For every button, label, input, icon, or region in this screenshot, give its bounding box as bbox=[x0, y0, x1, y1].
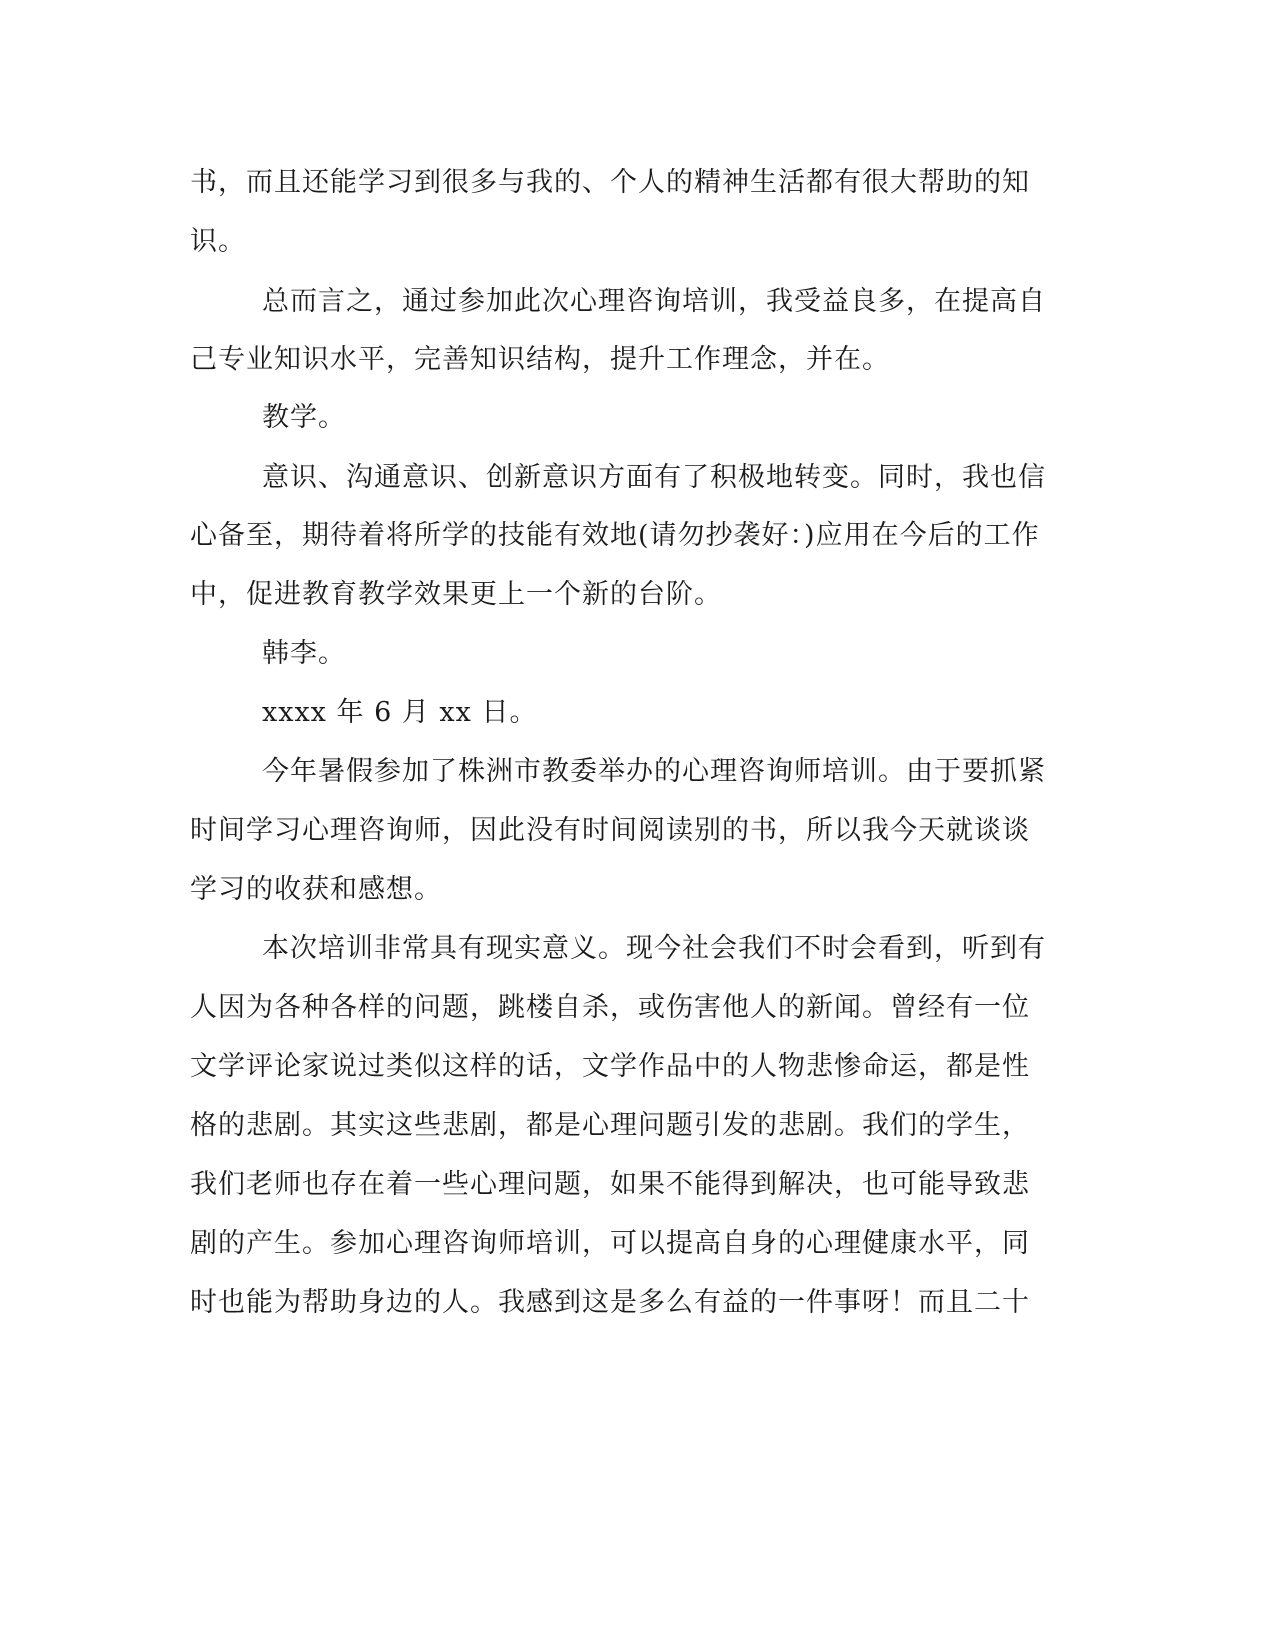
paragraph-line: 文学评论家说过类似这样的话，文学作品中的人物悲惨命运，都是性 bbox=[190, 1051, 1030, 1082]
paragraph-line: 书，而且还能学习到很多与我的、个人的精神生活都有很大帮助的知 bbox=[190, 167, 1030, 198]
paragraph-line: 识。 bbox=[190, 226, 246, 257]
paragraph-line: 教学。 bbox=[262, 402, 346, 433]
paragraph-line: 时间学习心理咨询师，因此没有时间阅读别的书，所以我今天就谈谈 bbox=[190, 815, 1030, 846]
paragraph-line: 时也能为帮助身边的人。我感到这是多么有益的一件事呀！而且二十 bbox=[190, 1287, 1030, 1318]
paragraph-line: 中，促进教育教学效果更上一个新的台阶。 bbox=[190, 579, 722, 610]
paragraph-line: 总而言之，通过参加此次心理咨询培训，我受益良多，在提高自 bbox=[262, 286, 1046, 317]
paragraph-line: 格的悲剧。其实这些悲剧，都是心理问题引发的悲剧。我们的学生， bbox=[190, 1110, 1030, 1141]
paragraph-line: 心备至，期待着将所学的技能有效地(请勿抄袭好：)应用在今后的工作 bbox=[190, 520, 1040, 551]
paragraph-line: 今年暑假参加了株洲市教委举办的心理咨询师培训。由于要抓紧 bbox=[262, 756, 1046, 787]
paragraph-line: 剧的产生。参加心理咨询师培训，可以提高自身的心理健康水平，同 bbox=[190, 1228, 1030, 1259]
paragraph-line: 本次培训非常具有现实意义。现今社会我们不时会看到，听到有 bbox=[262, 933, 1046, 964]
signature-name: 韩李。 bbox=[262, 638, 346, 669]
paragraph-line: 我们老师也存在着一些心理问题，如果不能得到解决，也可能导致悲 bbox=[190, 1169, 1030, 1200]
paragraph-line: 意识、沟通意识、创新意识方面有了积极地转变。同时，我也信 bbox=[262, 462, 1046, 493]
paragraph-line: 己专业知识水平，完善知识结构，提升工作理念，并在。 bbox=[190, 344, 890, 375]
paragraph-line: 人因为各种各样的问题，跳楼自杀，或伤害他人的新闻。曾经有一位 bbox=[190, 992, 1030, 1023]
signature-date: xxxx 年 6 月 xx 日。 bbox=[262, 697, 538, 728]
paragraph-line: 学习的收获和感想。 bbox=[190, 874, 442, 905]
